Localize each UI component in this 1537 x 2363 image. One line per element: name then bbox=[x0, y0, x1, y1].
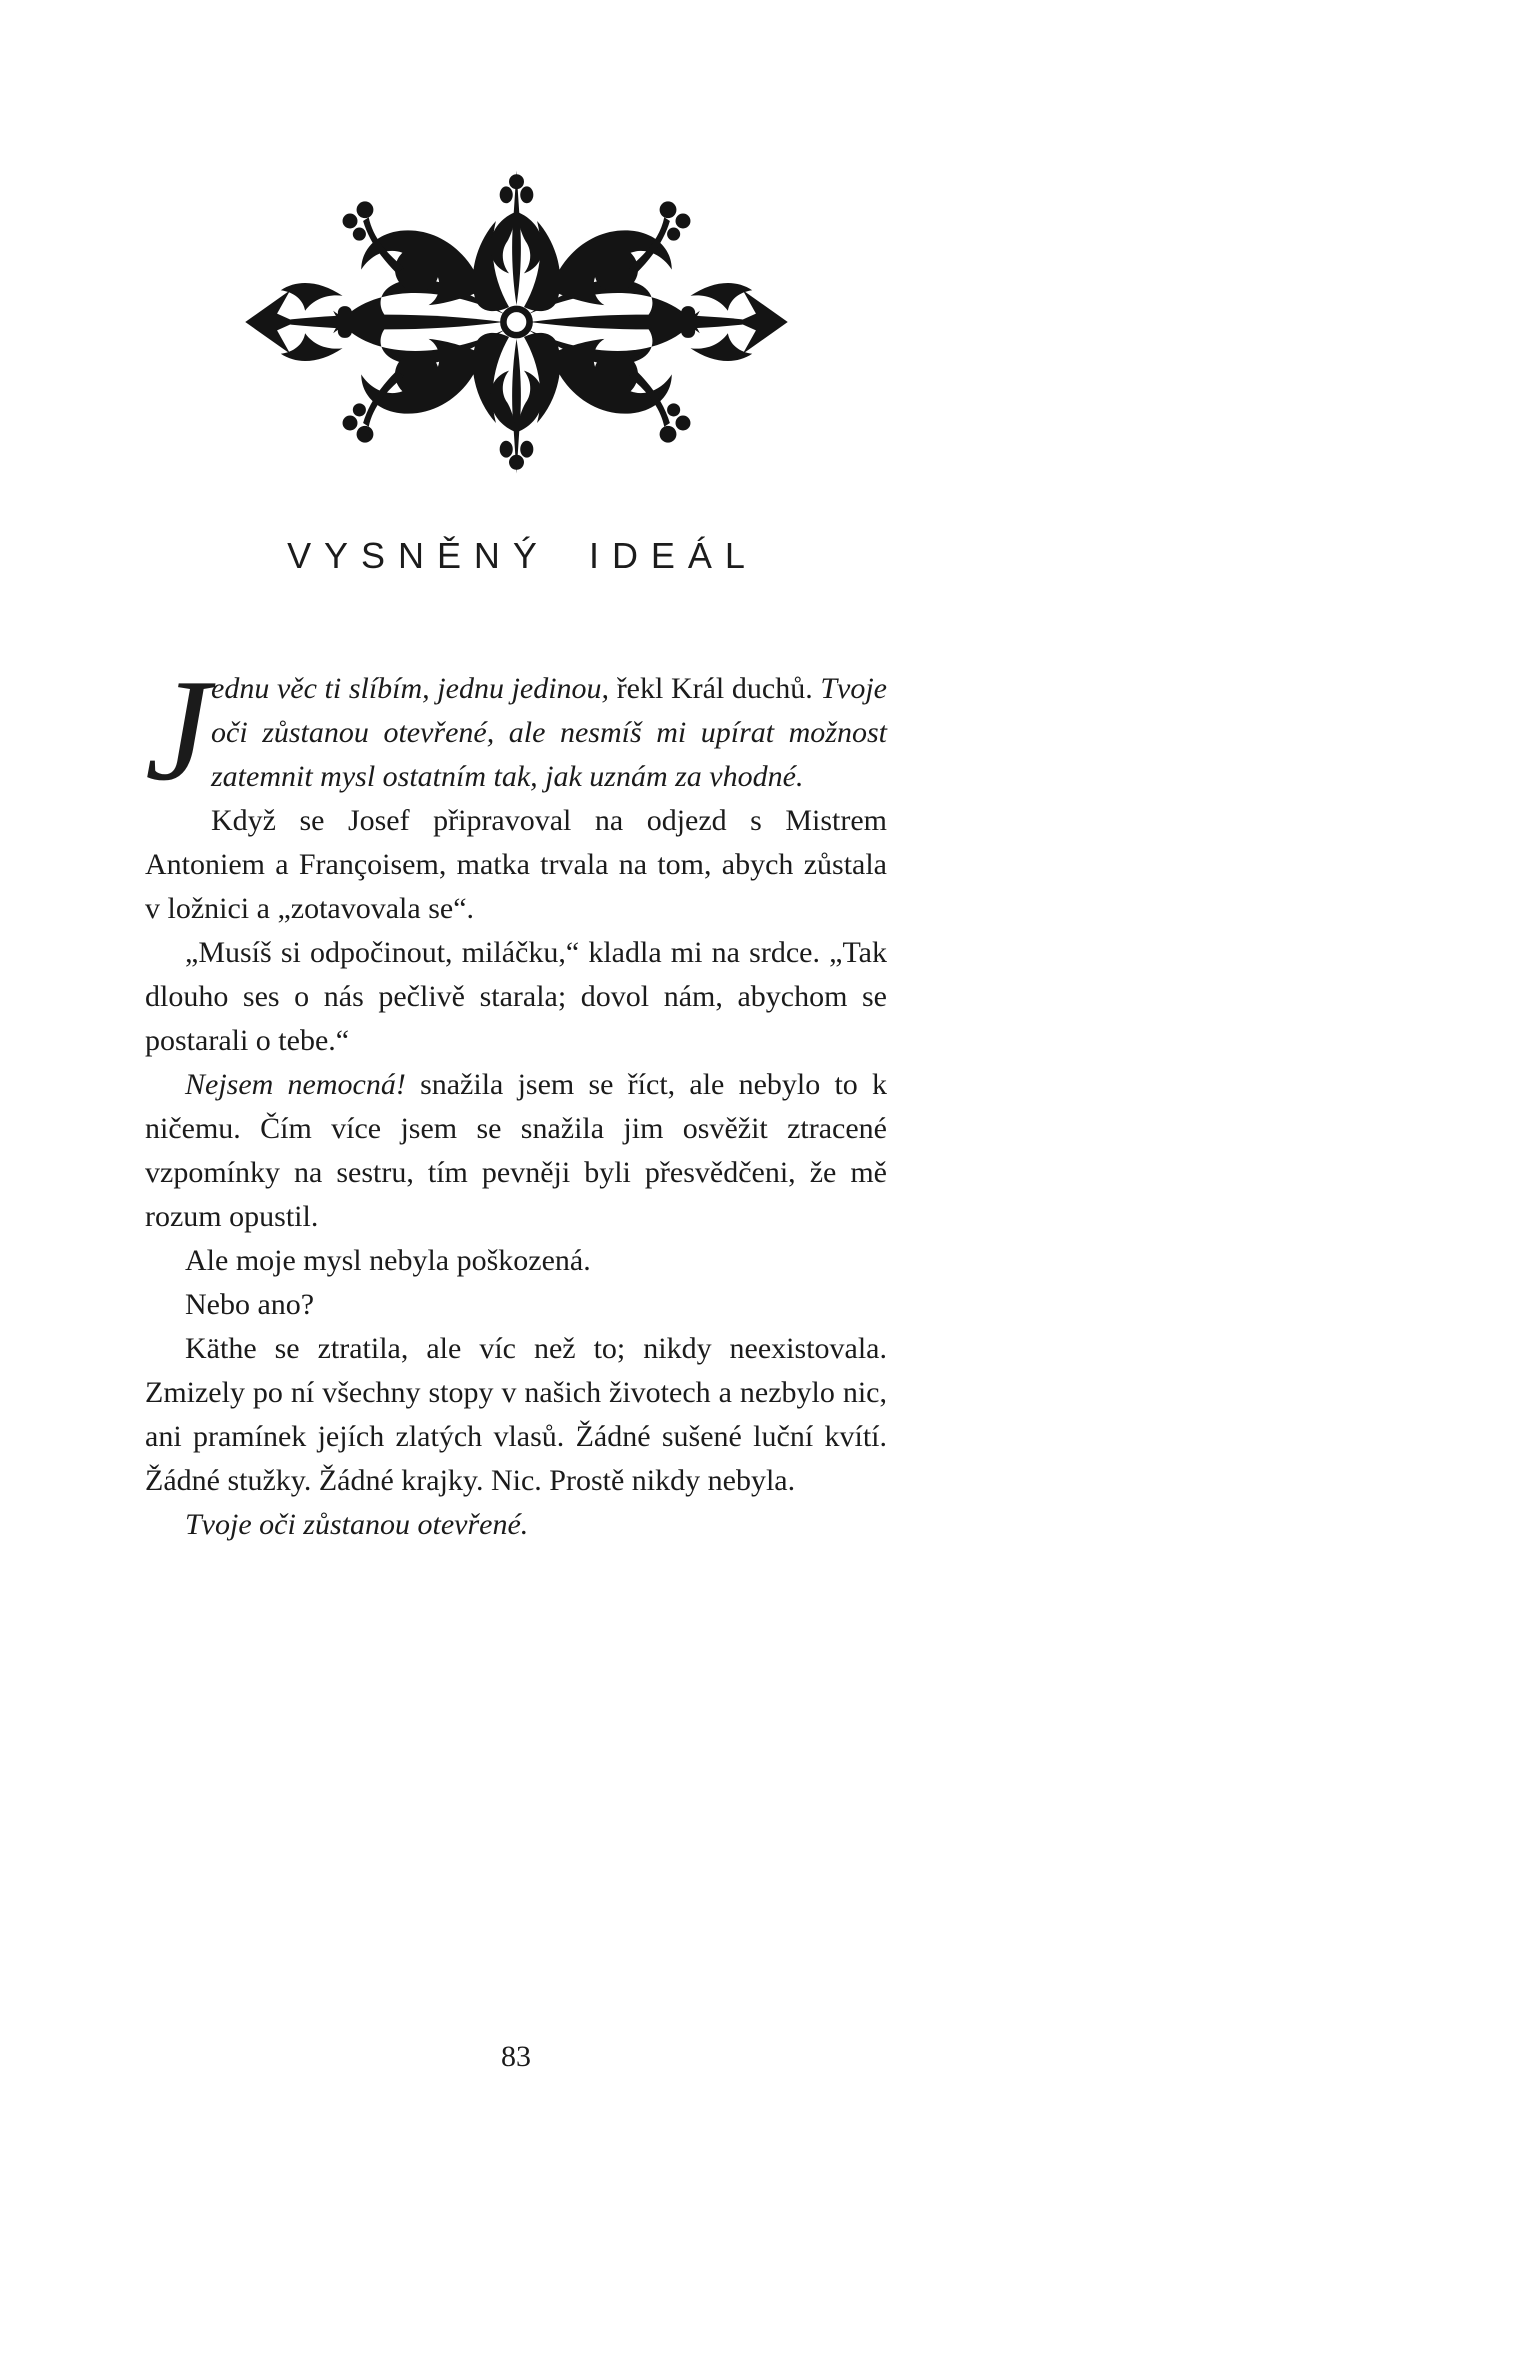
paragraph bbox=[145, 931, 887, 1063]
paragraph bbox=[145, 1239, 887, 1283]
paragraph bbox=[145, 1283, 887, 1327]
text-segment: Ale moje mysl nebyla poškozená. bbox=[185, 1244, 591, 1277]
text-segment: řekl Král duchů. bbox=[616, 672, 821, 705]
body-text bbox=[145, 649, 887, 1547]
paragraph bbox=[145, 1327, 887, 1503]
text-segment: Nebo ano? bbox=[185, 1288, 315, 1321]
text-column bbox=[145, 0, 887, 1547]
italic-text-segment: Tvoje oči zůstanou otevřené. bbox=[185, 1508, 529, 1541]
page-number: 83 bbox=[501, 2040, 531, 2073]
text-segment: Když se Josef připravoval na odjezd s Mistrem Antoniem a Françoisem, matka trvala na tom, abych zůstala v ložnici a „zotavovala se“. bbox=[145, 804, 887, 925]
text-segment: Käthe se ztratila, ale víc než to; nikdy neexistovala. Zmizely po ní všechny stopy v našich životech a nezbylo nic, ani pramínek jejích zlatých vlasů. Žádné sušené luční kvítí. Žádné stužky. Žádné krajky. Nic. Prostě nikdy nebyla. bbox=[145, 1332, 887, 1497]
chapter-title: VYSNĚNÝ IDEÁL bbox=[287, 535, 758, 576]
fleuron-ornament-icon bbox=[244, 163, 789, 481]
paragraph bbox=[145, 649, 887, 811]
paragraph bbox=[145, 1503, 887, 1547]
italic-text-segment: ednu věc ti slíbím, jednu jedinou, bbox=[211, 672, 617, 705]
italic-text-segment: Nejsem nemocná! bbox=[185, 1068, 421, 1101]
italic-text-segment: Tvoje oči zůstanou otevřené, ale nesmíš mi upírat možnost zatemnit mysl ostatním tak, jak uznám za vhodné. bbox=[211, 672, 887, 793]
paragraph bbox=[145, 799, 887, 931]
text-segment: snažila jsem se říct, ale nebylo to k ničemu. Čím více jsem se snažila jim osvěžit ztracené vzpomínky na sestru, tím pevněji byli přesvědčeni, že mě rozum opustil. bbox=[145, 1068, 887, 1233]
text-segment: „Musíš si odpočinout, miláčku,“ kladla mi na srdce. „Tak dlouho ses o nás pečlivě starala; dovol nám, abychom se postarali o tebe.“ bbox=[145, 936, 887, 1057]
dropcap-letter: J bbox=[145, 649, 210, 811]
paragraph bbox=[145, 1063, 887, 1239]
